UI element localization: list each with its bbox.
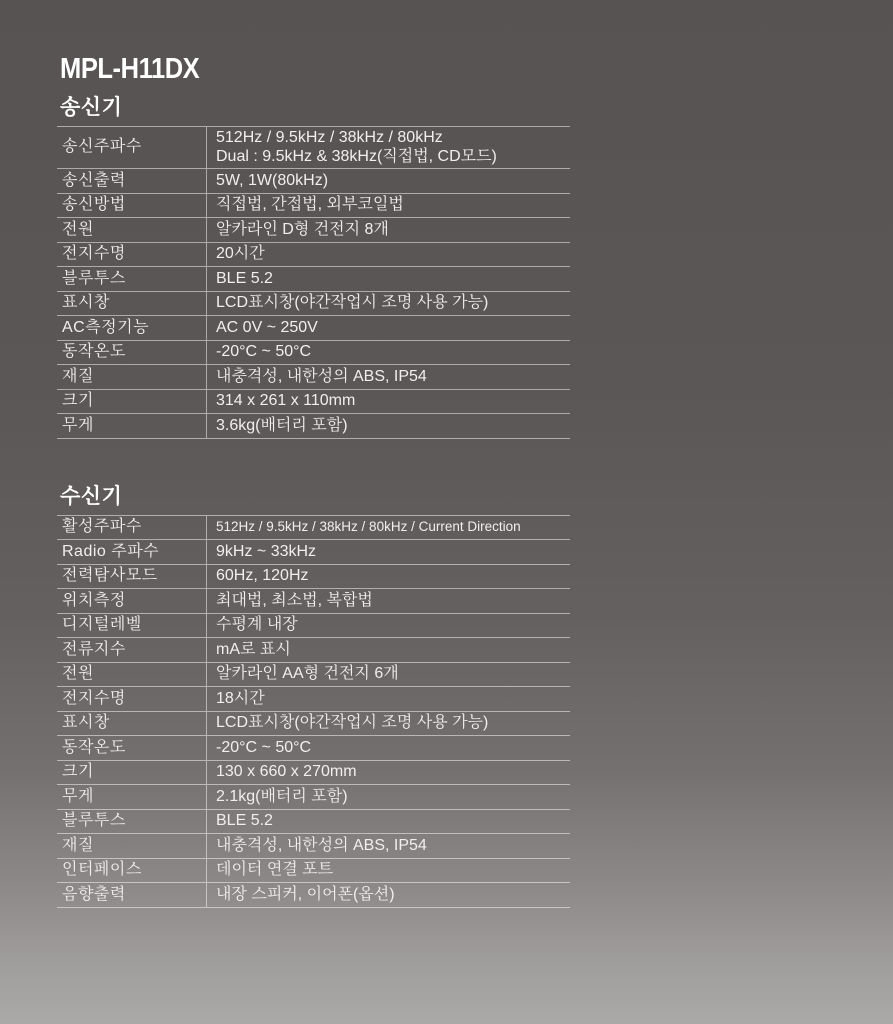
spec-row <box>57 712 570 737</box>
spec-label: 송신출력 <box>62 171 126 189</box>
spec-label: Radio 주파수 <box>62 542 160 560</box>
spec-value <box>206 218 570 242</box>
spec-value <box>206 414 570 438</box>
spec-value-line: 60Hz, 120Hz <box>216 567 309 584</box>
transmitter-section <box>57 96 893 439</box>
spec-value-line: 20시간 <box>216 245 265 262</box>
spec-value-line: AC 0V ~ 250V <box>216 318 318 336</box>
spec-row <box>57 414 570 439</box>
spec-value <box>206 516 570 540</box>
spec-value <box>206 761 570 785</box>
spec-value <box>206 267 570 291</box>
spec-label: 전류지수 <box>62 640 126 658</box>
spec-label: 크기 <box>62 763 94 780</box>
spec-value-line: BLE 5.2 <box>216 812 273 829</box>
spec-row <box>57 614 570 639</box>
spec-row <box>57 687 570 712</box>
spec-label: 표시창 <box>62 294 110 311</box>
spec-row <box>57 390 570 415</box>
spec-label: 위치측정 <box>62 591 126 609</box>
spec-value <box>206 883 570 907</box>
spec-label: AC측정기능 <box>62 318 150 336</box>
spec-value-line: 직접법, 간접법, 외부코일법 <box>216 196 404 213</box>
spec-value-line: mA로 표시 <box>216 640 291 658</box>
receiver-spec-table <box>57 515 570 908</box>
spec-value-line: 9kHz ~ 33kHz <box>216 542 317 560</box>
spec-label: 블루투스 <box>62 269 126 287</box>
spec-value-line: 데이터 연결 포트 <box>216 861 334 878</box>
spec-label: 재질 <box>62 836 94 854</box>
spec-row <box>57 169 570 194</box>
spec-label: 활성주파수 <box>62 518 142 535</box>
spec-row <box>57 540 570 565</box>
spec-value-line: 2.1kg(배터리 포함) <box>216 787 348 805</box>
spec-value <box>206 810 570 834</box>
spec-row <box>57 316 570 341</box>
spec-row <box>57 736 570 761</box>
spec-row <box>57 243 570 268</box>
spec-label: 전지수명 <box>62 689 126 707</box>
spec-label: 디지털레벨 <box>62 616 142 633</box>
spec-value <box>206 390 570 414</box>
spec-value <box>206 316 570 340</box>
spec-value <box>206 565 570 589</box>
receiver-section <box>57 485 893 908</box>
spec-row <box>57 810 570 835</box>
product-title: MPL-H11DX <box>60 53 200 85</box>
spec-value-line: 130 x 660 x 270mm <box>216 763 357 780</box>
spec-label: 재질 <box>62 367 94 385</box>
spec-row <box>57 267 570 292</box>
spec-value-line: 알카라인 AA형 건전지 6개 <box>216 665 399 682</box>
spec-value-line: 알카라인 D형 건전지 8개 <box>216 220 389 238</box>
transmitter-spec-table <box>57 126 570 439</box>
spec-row <box>57 638 570 663</box>
spec-value-line: Dual : 9.5kHz & 38kHz(직접법, CD모드) <box>216 147 497 165</box>
spec-value <box>206 614 570 638</box>
spec-value <box>206 712 570 736</box>
spec-label: 동작온도 <box>62 343 126 360</box>
transmitter-section-title: 송신기 <box>60 96 123 119</box>
spec-label: 무게 <box>62 787 94 805</box>
spec-value-line: BLE 5.2 <box>216 269 273 287</box>
spec-value-line: 내충격성, 내한성의 ABS, IP54 <box>216 367 427 385</box>
spec-row <box>57 834 570 859</box>
spec-label: 동작온도 <box>62 738 126 756</box>
spec-label: 크기 <box>62 392 94 409</box>
spec-label: 전지수명 <box>62 245 126 262</box>
spec-label: 전원 <box>62 665 94 682</box>
spec-value-line: -20°C ~ 50°C <box>216 343 312 360</box>
spec-value <box>206 638 570 662</box>
spec-value <box>206 194 570 218</box>
spec-row <box>57 565 570 590</box>
spec-value-line: 18시간 <box>216 689 265 707</box>
spec-value-line: 3.6kg(배터리 포함) <box>216 416 348 434</box>
spec-row <box>57 516 570 541</box>
spec-label: 블루투스 <box>62 812 126 829</box>
spec-label: 음향출력 <box>62 885 126 903</box>
receiver-section-title: 수신기 <box>60 484 123 508</box>
spec-value-line: 최대법, 최소법, 복합법 <box>216 591 373 609</box>
spec-value <box>206 243 570 267</box>
spec-value-line: 512Hz / 9.5kHz / 38kHz / 80kHz / Current Direction <box>216 519 521 535</box>
spec-row <box>57 785 570 810</box>
product-title-wrap <box>57 54 893 96</box>
spec-value-line: 512Hz / 9.5kHz / 38kHz / 80kHz <box>216 129 443 146</box>
spec-value <box>206 292 570 316</box>
spec-value <box>206 736 570 760</box>
spec-value <box>206 365 570 389</box>
spec-row <box>57 663 570 688</box>
spec-label: 무게 <box>62 416 94 434</box>
spec-row <box>57 292 570 317</box>
spec-value-line: LCD표시창(야간작업시 조명 사용 가능) <box>216 294 489 311</box>
spec-row <box>57 883 570 908</box>
spec-label: 송신주파수 <box>62 138 142 156</box>
spec-value <box>206 589 570 613</box>
spec-row <box>57 127 570 169</box>
spec-value <box>206 169 570 193</box>
spec-row <box>57 194 570 219</box>
spec-value <box>206 341 570 365</box>
spec-label: 표시창 <box>62 714 110 731</box>
spec-label: 전원 <box>62 220 94 238</box>
spec-value-line: 내충격성, 내한성의 ABS, IP54 <box>216 836 427 854</box>
spec-value-line: 내장 스피커, 이어폰(옵션) <box>216 885 395 903</box>
spec-value <box>206 785 570 809</box>
spec-label: 인터페이스 <box>62 861 142 878</box>
spec-value-line: 5W, 1W(80kHz) <box>216 171 329 189</box>
spec-row <box>57 859 570 884</box>
spec-row <box>57 761 570 786</box>
spec-value <box>206 663 570 687</box>
spec-value-line: LCD표시창(야간작업시 조명 사용 가능) <box>216 714 489 731</box>
spec-row <box>57 365 570 390</box>
spec-value-line: 314 x 261 x 110mm <box>216 392 356 409</box>
spec-value <box>206 834 570 858</box>
spec-value <box>206 859 570 883</box>
spec-value <box>206 687 570 711</box>
spec-value <box>206 127 570 168</box>
spec-value <box>206 540 570 564</box>
spec-value-line: -20°C ~ 50°C <box>216 738 312 756</box>
spec-label: 송신방법 <box>62 196 126 213</box>
spec-row <box>57 341 570 366</box>
spec-row <box>57 218 570 243</box>
spec-label: 전력탐사모드 <box>62 567 158 584</box>
spec-value-line: 수평계 내장 <box>216 616 298 633</box>
spec-row <box>57 589 570 614</box>
